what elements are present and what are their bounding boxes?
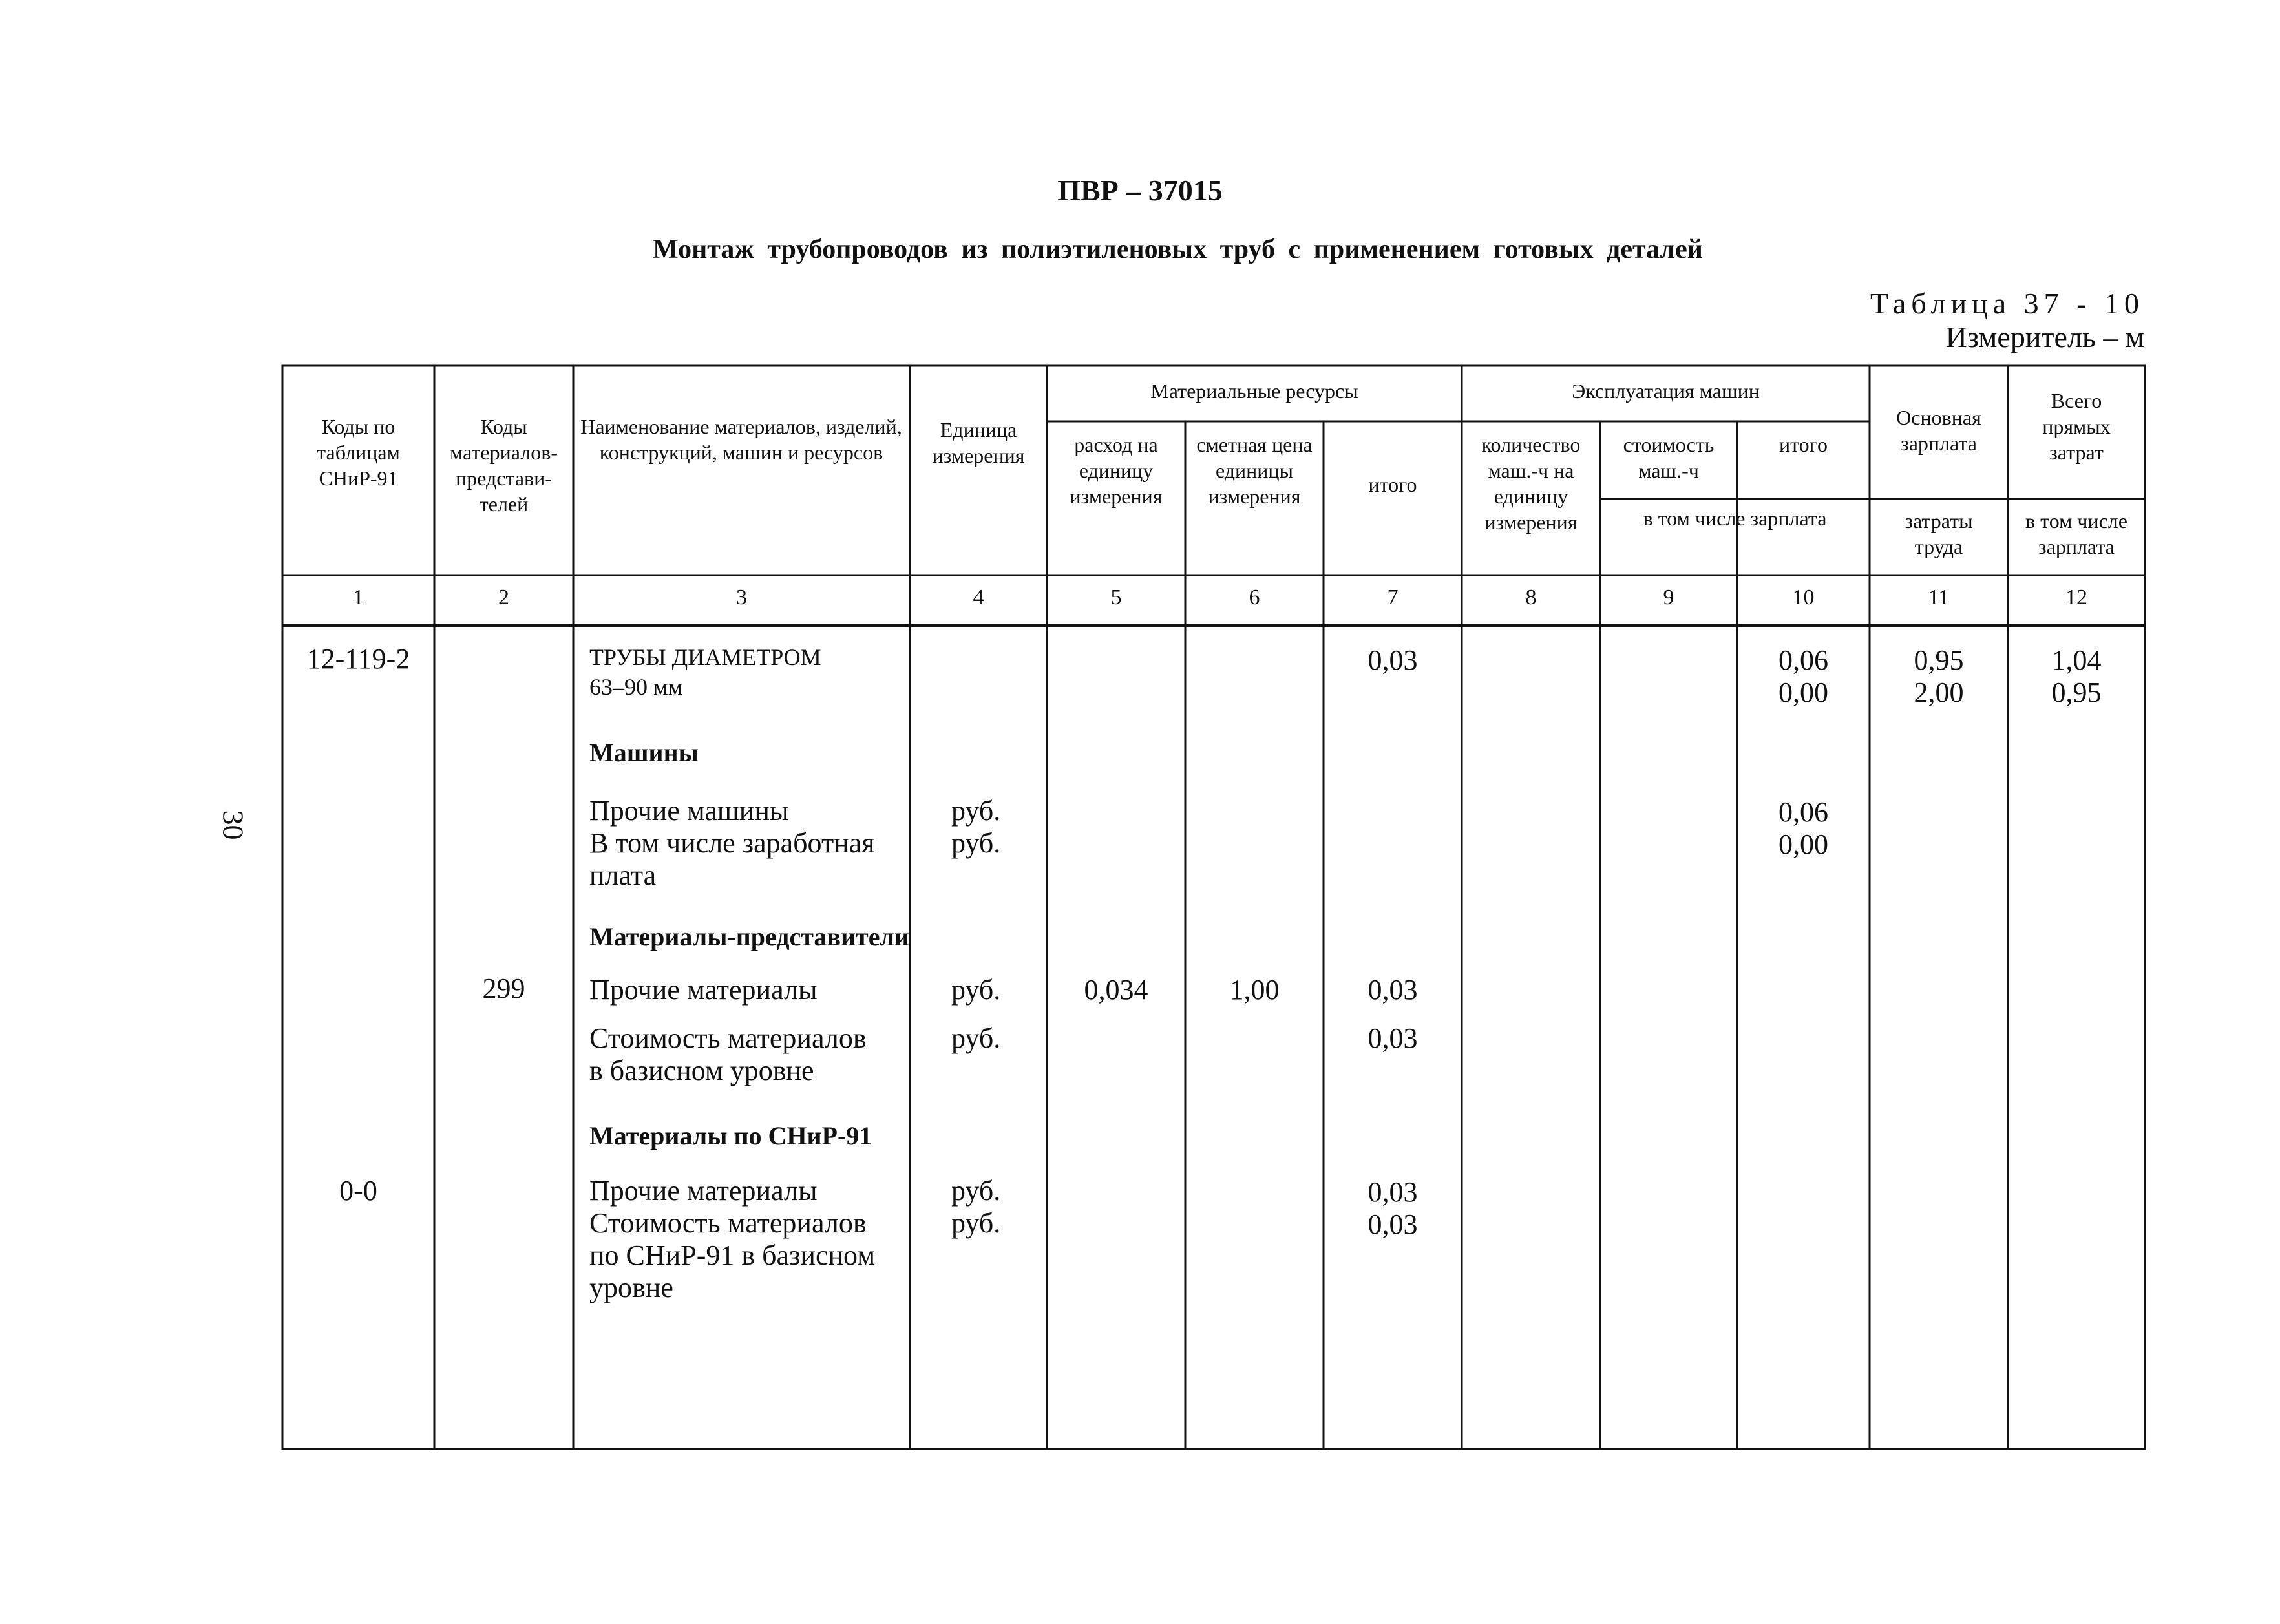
other-machines-total: 0,06 <box>1779 796 1828 828</box>
wage-incl-line1: В том числе заработная <box>589 827 875 859</box>
pipes-name-line2: 63–90 мм <box>589 674 683 700</box>
col-header-labor: затраты труда <box>1905 509 1973 558</box>
section-machines: Машины <box>589 738 699 767</box>
col-number: 4 <box>973 585 984 609</box>
rep-other-unit: руб. <box>951 974 1001 1006</box>
document-title: ПВР – 37015 <box>1057 174 1223 207</box>
wage-incl-unit: руб. <box>951 827 1001 859</box>
snip-cost-unit: руб. <box>951 1207 1001 1239</box>
col-number: 9 <box>1663 585 1674 609</box>
col-number: 11 <box>1928 585 1950 609</box>
col-header-mach-hours: количество маш.-ч на единицу измерения <box>1481 433 1581 534</box>
col-header-unit: Единица измерения <box>932 418 1025 467</box>
snip-cost-line3: уровне <box>589 1272 673 1303</box>
rep-cost-line1: Стоимость материалов <box>589 1022 867 1054</box>
rep-other-total: 0,03 <box>1367 974 1418 1006</box>
col-header-mach-cost: стоимость маш.-ч <box>1623 433 1715 482</box>
snip-cost-total: 0,03 <box>1367 1208 1418 1240</box>
col-number: 1 <box>353 585 364 609</box>
snip-other-total: 0,03 <box>1367 1176 1418 1208</box>
col-header-direct-wage: в том числе зарплата <box>2025 509 2127 558</box>
unit-label: Измеритель – м <box>1945 321 2144 353</box>
wage-incl-line2: плата <box>589 859 657 891</box>
col-header-mach-wage: в том числе зарплата <box>1643 507 1827 530</box>
section-representatives: Материалы-представители <box>589 922 909 951</box>
rep-cost-unit: руб. <box>951 1022 1001 1054</box>
wage-incl-total: 0,00 <box>1779 828 1828 860</box>
pipes-wage: 0,95 <box>1914 644 1964 676</box>
col-header-price: сметная цена единицы измерения <box>1196 433 1313 508</box>
row-code-main: 12-119-2 <box>306 643 410 675</box>
col-number: 8 <box>1525 585 1537 609</box>
page-number: 30 <box>216 810 250 840</box>
col-header-mat-total: итого <box>1368 473 1417 496</box>
col-number: 10 <box>1792 585 1815 609</box>
col-number: 7 <box>1387 585 1399 609</box>
pipes-labor: 2,00 <box>1914 677 1964 708</box>
col-header-mach-total: итого <box>1779 433 1828 456</box>
col-number: 6 <box>1249 585 1260 609</box>
other-machines-unit: руб. <box>951 795 1001 827</box>
pipes-mach-total: 0,06 <box>1779 644 1828 676</box>
rep-other-name: Прочие материалы <box>589 974 818 1006</box>
snip-other-unit: руб. <box>951 1175 1001 1207</box>
col-group-machines: Эксплуатация машин <box>1572 379 1760 403</box>
col-header-rate: расход на единицу измерения <box>1070 433 1163 508</box>
col-number: 2 <box>498 585 509 609</box>
rep-cost-total: 0,03 <box>1367 1022 1418 1054</box>
snip-cost-line1: Стоимость материалов <box>589 1207 867 1239</box>
col-header-codes-rep: Коды материалов-представи-телей <box>450 415 558 516</box>
section-snip: Материалы по СНиР-91 <box>589 1121 872 1150</box>
rep-code: 299 <box>482 973 525 1004</box>
pipes-mat-total: 0,03 <box>1367 644 1418 676</box>
table-label: Таблица 37 - 10 <box>1870 287 2144 320</box>
rep-other-price: 1,00 <box>1229 974 1280 1006</box>
col-header-direct: Всего прямых затрат <box>2042 389 2111 464</box>
col-number: 3 <box>736 585 747 609</box>
col-group-materials: Материальные ресурсы <box>1150 379 1358 403</box>
col-number: 12 <box>2065 585 2087 609</box>
pipes-direct-wage: 0,95 <box>2051 677 2102 708</box>
col-number: 5 <box>1110 585 1122 609</box>
col-header-wage: Основная зарплата <box>1896 406 1981 455</box>
other-machines-name: Прочие машины <box>589 795 789 827</box>
document-subtitle: Монтаж трубопроводов из полиэтиленовых труб с применением готовых деталей <box>653 235 1703 264</box>
col-header-codes-snip: Коды по таблицам СНиР-91 <box>317 415 400 490</box>
rep-other-rate: 0,034 <box>1084 974 1148 1006</box>
pipes-mach-wage: 0,00 <box>1779 677 1828 708</box>
pipes-name-line1: ТРУБЫ ДИАМЕТРОМ <box>589 644 821 670</box>
pipes-direct: 1,04 <box>2051 644 2102 676</box>
snip-code: 0-0 <box>339 1175 377 1207</box>
snip-other-name: Прочие материалы <box>589 1175 818 1207</box>
col-header-name: Наименование материалов, изделий, конструкций, машин и ресурсов <box>580 415 902 464</box>
snip-cost-line2: по СНиР-91 в базисном <box>589 1239 876 1271</box>
rep-cost-line2: в базисном уровне <box>589 1055 814 1086</box>
